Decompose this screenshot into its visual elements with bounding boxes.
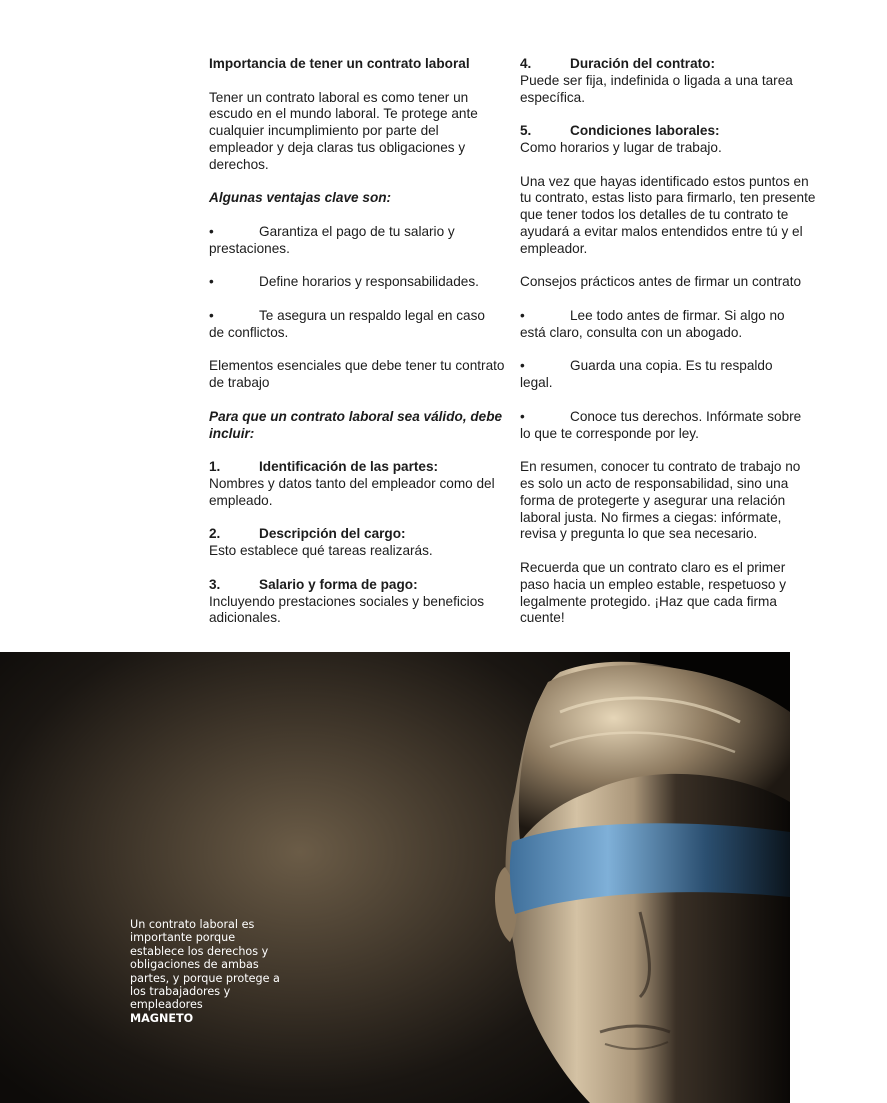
advantage-item: • Define horarios y responsabilidades. [209, 274, 479, 290]
advantages-heading: Algunas ventajas clave son: [209, 190, 392, 206]
bullet-marker: • [209, 223, 214, 239]
bullet-marker: • [520, 358, 525, 374]
advantage-item: • Te asegura un respaldo legal en caso de conflictos. [209, 307, 485, 340]
left-column [209, 56, 505, 644]
bullet-marker: • [209, 307, 214, 323]
right-column [520, 56, 816, 644]
elements-heading: Elementos esenciales que debe tener tu contrato de trabajo [209, 358, 505, 391]
intro-paragraph: Tener un contrato laboral es como tener un escudo en el mundo laboral. Te protege ante cualquier incumplimiento por parte del empleador y deja claras tus obligaciones y derechos. [209, 89, 478, 172]
justice-statue-photo [0, 652, 790, 1103]
requirement-item: 1. Identificación de las partes: Nombres y datos tanto del empleador como del empleado. [209, 459, 495, 508]
bullet-marker: • [520, 408, 525, 424]
bullet-marker: • [209, 274, 214, 290]
justice-statue-illustration [0, 652, 790, 1103]
article-heading: Importancia de tener un contrato laboral [209, 56, 470, 71]
closing-paragraph: Recuerda que un contrato claro es el primer paso hacia un empleo estable, respetuoso y legalmente protegido. ¡Haz que cada firma cuente! [520, 559, 787, 626]
requirement-item: 5. Condiciones laborales: Como horarios y lugar de trabajo. [520, 123, 722, 155]
requirement-item: 2. Descripción del cargo: Esto establece qué tareas realizarás. [209, 526, 433, 559]
identified-paragraph: Una vez que hayas identificado estos puntos en tu contrato, estas listo para firmarlo, ten presente que tener todos los detalles de tu contrato te ayudará a evitar malos entendidos entre tú y el empleador. [520, 173, 816, 256]
tip-item: • Conoce tus derechos. Infórmate sobre lo que te corresponde por ley. [520, 408, 802, 441]
bullet-marker: • [520, 307, 525, 323]
summary-paragraph: En resumen, conocer tu contrato de trabajo no es solo un acto de responsabilidad, sino una forma de protegerte y asegurar una relación laboral justa. No firmes a ciegas: infórmate, revisa y pregunta lo que sea necesario. [520, 459, 801, 542]
advantage-item: • Garantiza el pago de tu salario y prestaciones. [209, 223, 455, 256]
tips-heading: Consejos prácticos antes de firmar un contrato [520, 274, 802, 290]
photo-credit: MAGNETO [130, 1011, 194, 1025]
valid-heading: Para que un contrato laboral sea válido, debe incluir: [209, 408, 503, 441]
tip-item: • Lee todo antes de firmar. Si algo no está claro, consulta con un abogado. [520, 307, 785, 340]
photo-caption [130, 918, 280, 1025]
tip-item: • Guarda una copia. Es tu respaldo legal. [520, 358, 773, 391]
caption-text: Un contrato laboral es importante porque establece los derechos y obligaciones de ambas partes, y porque protege a los trabajadores y empleadores [130, 918, 280, 1012]
requirement-item: 3. Salario y forma de pago: Incluyendo prestaciones sociales y beneficios adicionales. [209, 576, 485, 626]
requirement-item: 4. Duración del contrato: Puede ser fija, indefinida o ligada a una tarea específica. [520, 56, 793, 105]
